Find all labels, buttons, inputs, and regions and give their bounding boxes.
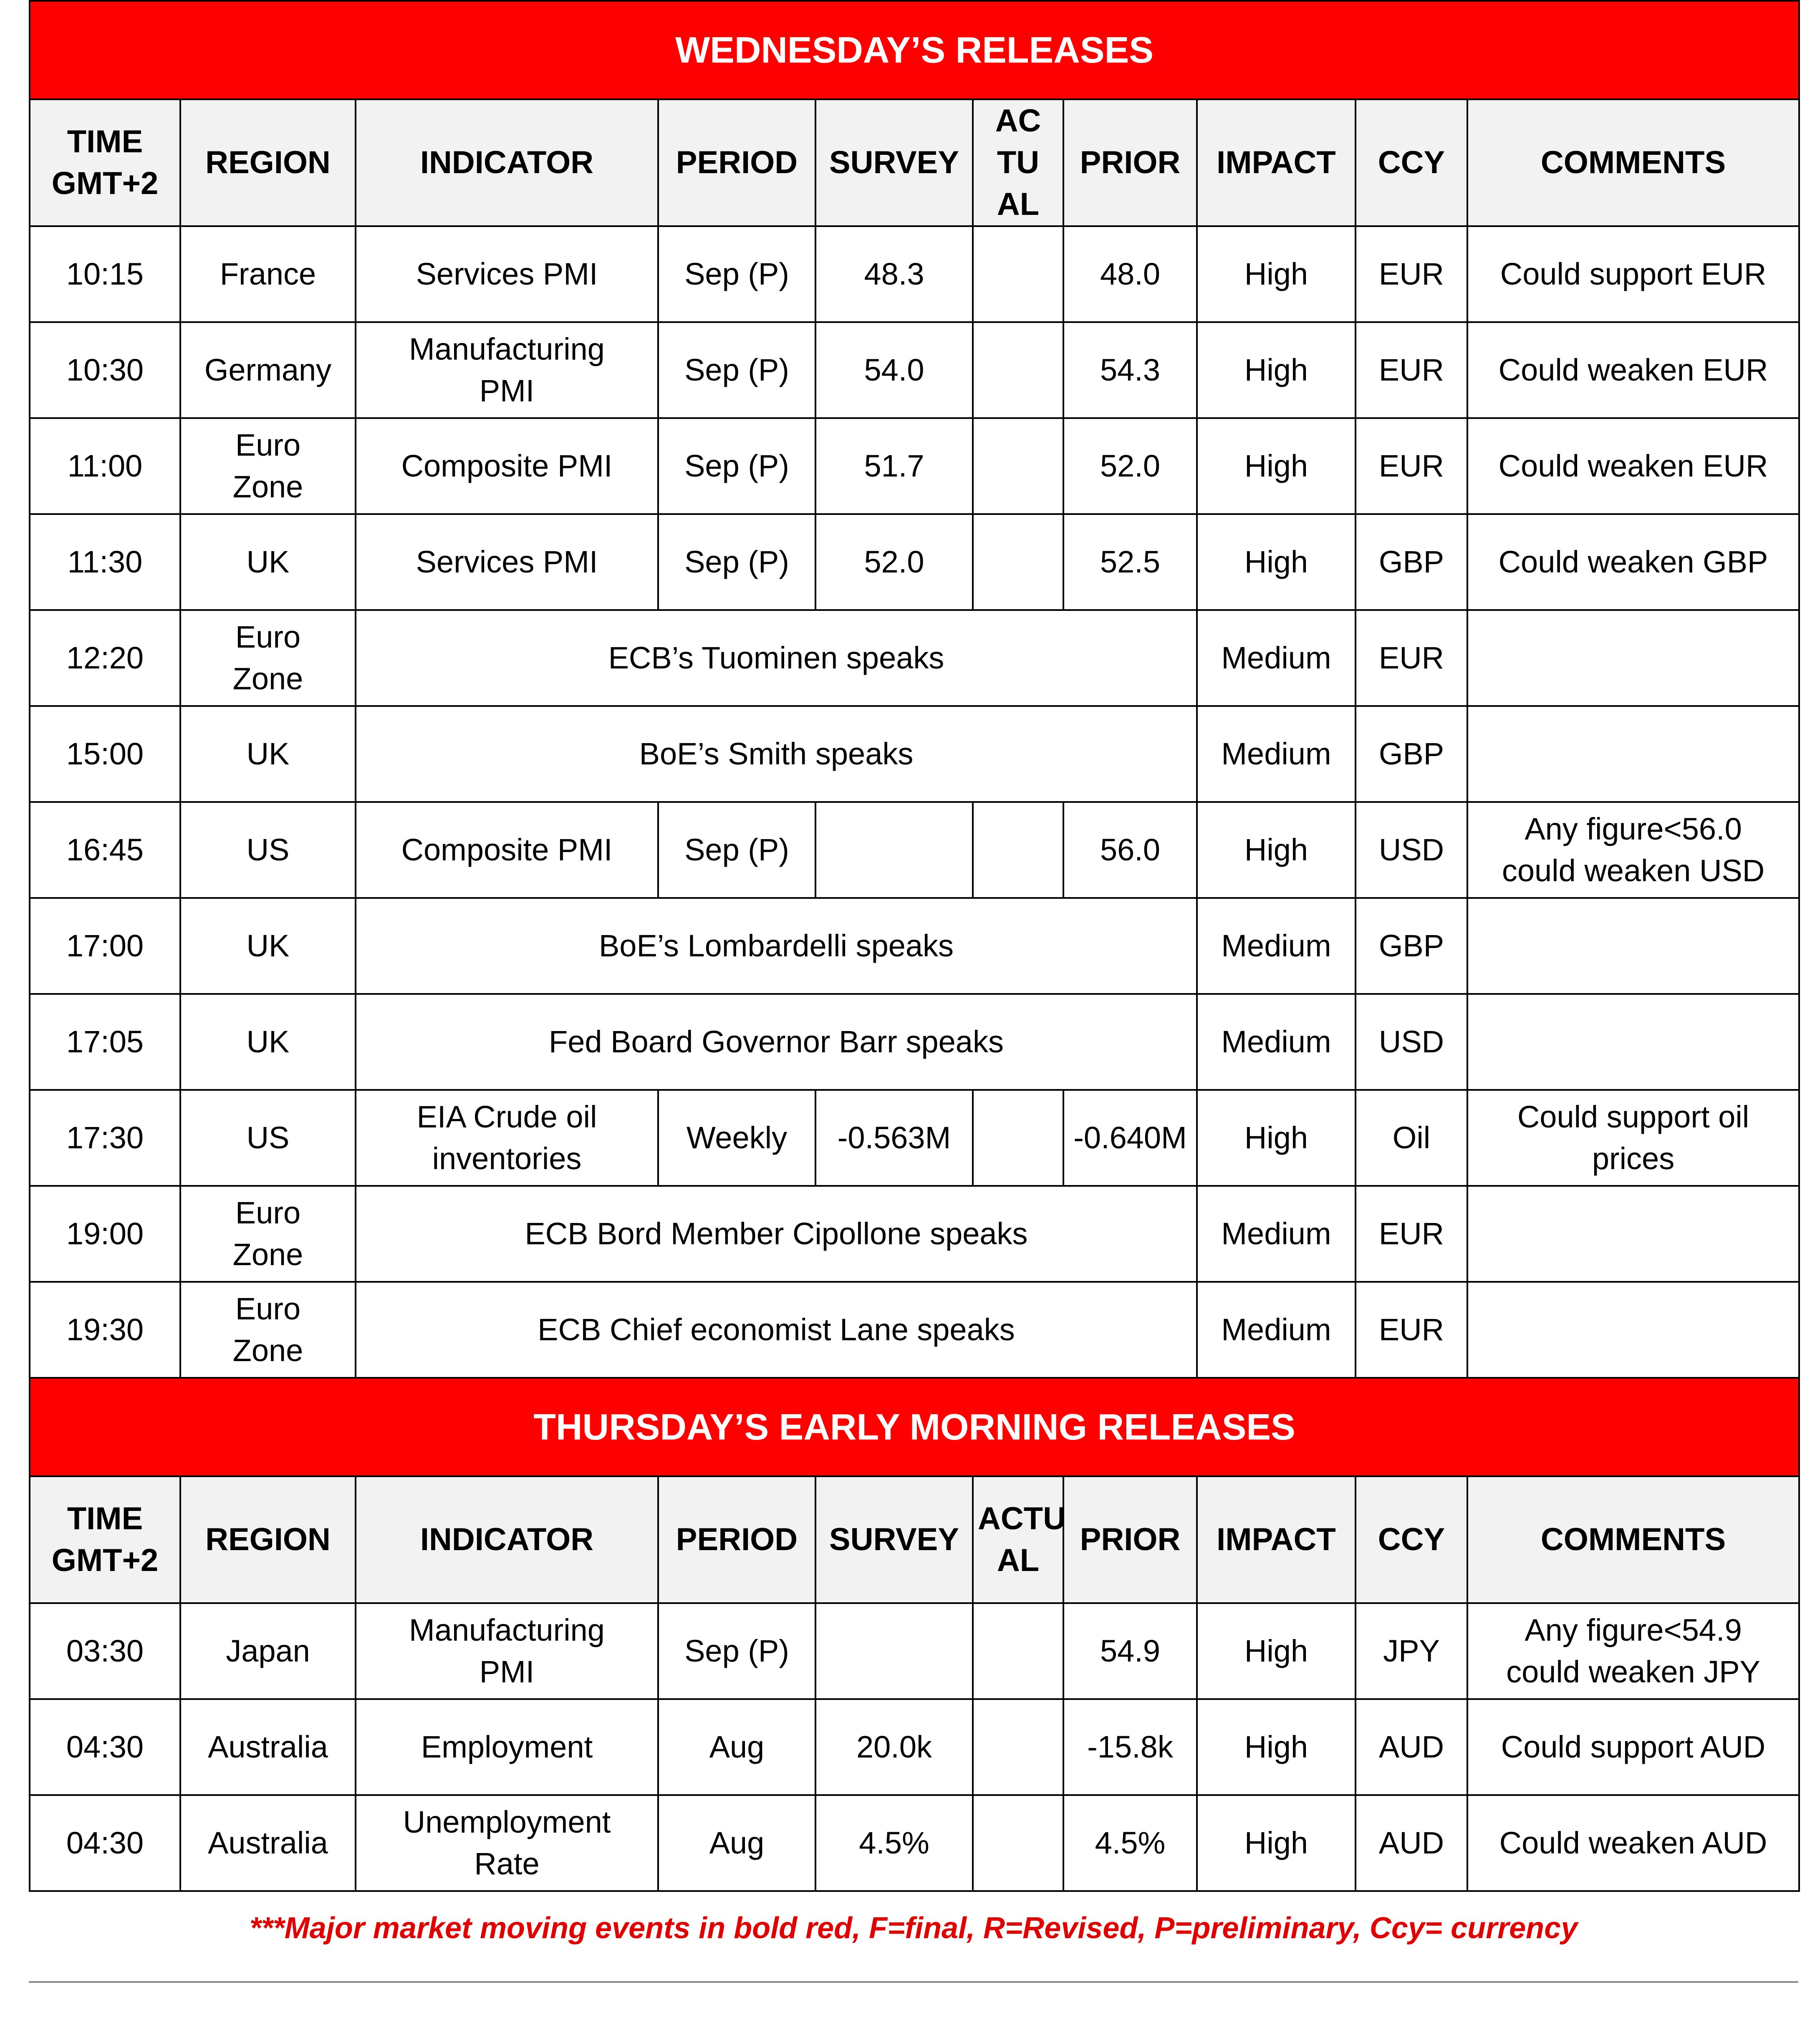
column-header: COMMENTS: [1467, 99, 1799, 226]
column-header: PRIOR: [1063, 99, 1197, 226]
event-cell: ECB’s Tuominen speaks: [356, 610, 1197, 706]
time-cell: 11:30: [30, 514, 180, 610]
region-cell: UK: [180, 994, 356, 1090]
impact-cell: Medium: [1197, 706, 1356, 802]
impact-cell: Medium: [1197, 1282, 1356, 1378]
prior-cell: 56.0: [1063, 802, 1197, 898]
survey-cell: -0.563M: [815, 1090, 973, 1186]
impact-cell: Medium: [1197, 1186, 1356, 1282]
region-cell: UK: [180, 898, 356, 994]
comments-cell: [1467, 610, 1799, 706]
comments-cell: Could weaken EUR: [1467, 418, 1799, 514]
comments-cell: [1467, 898, 1799, 994]
table-row: [30, 226, 1799, 322]
survey-cell: 4.5%: [815, 1795, 973, 1891]
ccy-cell: EUR: [1356, 418, 1467, 514]
column-header: TIME GMT+2: [30, 1476, 180, 1603]
ccy-cell: EUR: [1356, 322, 1467, 418]
time-cell: 04:30: [30, 1795, 180, 1891]
comments-cell: [1467, 1282, 1799, 1378]
comments-cell: Could support oil prices: [1467, 1090, 1799, 1186]
time-cell: 12:20: [30, 610, 180, 706]
comments-cell: [1467, 1186, 1799, 1282]
prior-cell: 48.0: [1063, 226, 1197, 322]
ccy-cell: JPY: [1356, 1603, 1467, 1699]
prior-cell: -15.8k: [1063, 1699, 1197, 1795]
impact-cell: High: [1197, 226, 1356, 322]
prior-cell: 52.5: [1063, 514, 1197, 610]
ccy-cell: Oil: [1356, 1090, 1467, 1186]
indicator-cell: Composite PMI: [356, 418, 658, 514]
column-header: SURVEY: [815, 1476, 973, 1603]
impact-cell: High: [1197, 514, 1356, 610]
indicator-cell: Employment: [356, 1699, 658, 1795]
prior-cell: 54.3: [1063, 322, 1197, 418]
column-header: IMPACT: [1197, 99, 1356, 226]
comments-cell: Could support EUR: [1467, 226, 1799, 322]
releases-table: [29, 0, 1800, 1892]
region-cell: UK: [180, 514, 356, 610]
region-cell: Australia: [180, 1795, 356, 1891]
actual-cell: [973, 802, 1063, 898]
region-cell: US: [180, 1090, 356, 1186]
column-header: REGION: [180, 99, 356, 226]
prior-cell: 52.0: [1063, 418, 1197, 514]
time-cell: 03:30: [30, 1603, 180, 1699]
time-cell: 17:05: [30, 994, 180, 1090]
time-cell: 04:30: [30, 1699, 180, 1795]
indicator-cell: Unemployment Rate: [356, 1795, 658, 1891]
table-row: [30, 610, 1799, 706]
period-cell: Aug: [658, 1795, 815, 1891]
survey-cell: [815, 802, 973, 898]
ccy-cell: USD: [1356, 802, 1467, 898]
region-cell: Germany: [180, 322, 356, 418]
table-row: [30, 994, 1799, 1090]
actual-cell: [973, 514, 1063, 610]
region-cell: US: [180, 802, 356, 898]
time-cell: 16:45: [30, 802, 180, 898]
column-header: COMMENTS: [1467, 1476, 1799, 1603]
section-title: THURSDAY’S EARLY MORNING RELEASES: [30, 1378, 1799, 1476]
ccy-cell: USD: [1356, 994, 1467, 1090]
comments-cell: Could weaken AUD: [1467, 1795, 1799, 1891]
bottom-rule: [29, 1981, 1798, 1983]
economic-calendar: [29, 0, 1798, 1945]
actual-cell: [973, 1090, 1063, 1186]
comments-cell: [1467, 994, 1799, 1090]
period-cell: Aug: [658, 1699, 815, 1795]
section-title: WEDNESDAY’S RELEASES: [30, 1, 1799, 99]
table-row: [30, 1603, 1799, 1699]
impact-cell: High: [1197, 418, 1356, 514]
ccy-cell: GBP: [1356, 898, 1467, 994]
prior-cell: 4.5%: [1063, 1795, 1197, 1891]
header-row: [30, 1476, 1799, 1603]
survey-cell: 51.7: [815, 418, 973, 514]
region-cell: Euro Zone: [180, 1282, 356, 1378]
region-cell: Euro Zone: [180, 418, 356, 514]
event-cell: ECB Chief economist Lane speaks: [356, 1282, 1197, 1378]
survey-cell: 52.0: [815, 514, 973, 610]
table-row: [30, 706, 1799, 802]
prior-cell: 54.9: [1063, 1603, 1197, 1699]
table-row: [30, 1699, 1799, 1795]
section-banner: [30, 1, 1799, 99]
actual-cell: [973, 1795, 1063, 1891]
survey-cell: 48.3: [815, 226, 973, 322]
indicator-cell: Manufacturing PMI: [356, 1603, 658, 1699]
event-cell: Fed Board Governor Barr speaks: [356, 994, 1197, 1090]
column-header: PERIOD: [658, 99, 815, 226]
survey-cell: [815, 1603, 973, 1699]
region-cell: Euro Zone: [180, 610, 356, 706]
impact-cell: High: [1197, 1090, 1356, 1186]
time-cell: 17:00: [30, 898, 180, 994]
survey-cell: 20.0k: [815, 1699, 973, 1795]
column-header: REGION: [180, 1476, 356, 1603]
indicator-cell: EIA Crude oil inventories: [356, 1090, 658, 1186]
period-cell: Sep (P): [658, 226, 815, 322]
ccy-cell: EUR: [1356, 610, 1467, 706]
event-cell: BoE’s Lombardelli speaks: [356, 898, 1197, 994]
indicator-cell: Manufacturing PMI: [356, 322, 658, 418]
column-header: CCY: [1356, 99, 1467, 226]
header-row: [30, 99, 1799, 226]
time-cell: 11:00: [30, 418, 180, 514]
impact-cell: Medium: [1197, 994, 1356, 1090]
table-row: [30, 1282, 1799, 1378]
time-cell: 17:30: [30, 1090, 180, 1186]
impact-cell: High: [1197, 802, 1356, 898]
time-cell: 10:30: [30, 322, 180, 418]
event-cell: BoE’s Smith speaks: [356, 706, 1197, 802]
section-banner: [30, 1378, 1799, 1476]
actual-cell: [973, 418, 1063, 514]
ccy-cell: AUD: [1356, 1795, 1467, 1891]
column-header: INDICATOR: [356, 99, 658, 226]
impact-cell: High: [1197, 1603, 1356, 1699]
region-cell: Australia: [180, 1699, 356, 1795]
indicator-cell: Services PMI: [356, 514, 658, 610]
column-header: PRIOR: [1063, 1476, 1197, 1603]
period-cell: Sep (P): [658, 322, 815, 418]
column-header: SURVEY: [815, 99, 973, 226]
comments-cell: Could weaken GBP: [1467, 514, 1799, 610]
period-cell: Sep (P): [658, 1603, 815, 1699]
table-row: [30, 1795, 1799, 1891]
comments-cell: Any figure<56.0 could weaken USD: [1467, 802, 1799, 898]
ccy-cell: EUR: [1356, 1186, 1467, 1282]
table-row: [30, 898, 1799, 994]
event-cell: ECB Bord Member Cipollone speaks: [356, 1186, 1197, 1282]
impact-cell: Medium: [1197, 610, 1356, 706]
column-header: INDICATOR: [356, 1476, 658, 1603]
ccy-cell: GBP: [1356, 706, 1467, 802]
column-header: IMPACT: [1197, 1476, 1356, 1603]
indicator-cell: Composite PMI: [356, 802, 658, 898]
period-cell: Sep (P): [658, 802, 815, 898]
actual-cell: [973, 226, 1063, 322]
table-row: [30, 1090, 1799, 1186]
column-header: CCY: [1356, 1476, 1467, 1603]
period-cell: Sep (P): [658, 514, 815, 610]
region-cell: France: [180, 226, 356, 322]
time-cell: 19:00: [30, 1186, 180, 1282]
period-cell: Sep (P): [658, 418, 815, 514]
actual-cell: [973, 1699, 1063, 1795]
time-cell: 19:30: [30, 1282, 180, 1378]
comments-cell: Could support AUD: [1467, 1699, 1799, 1795]
impact-cell: Medium: [1197, 898, 1356, 994]
impact-cell: High: [1197, 1699, 1356, 1795]
column-header: PERIOD: [658, 1476, 815, 1603]
column-header: AC TU AL: [973, 99, 1063, 226]
table-row: [30, 514, 1799, 610]
ccy-cell: EUR: [1356, 1282, 1467, 1378]
impact-cell: High: [1197, 322, 1356, 418]
footnote: ***Major market moving events in bold red, F=final, R=Revised, P=preliminary, Ccy= currency: [249, 1911, 1578, 1945]
ccy-cell: AUD: [1356, 1699, 1467, 1795]
comments-cell: Could weaken EUR: [1467, 322, 1799, 418]
region-cell: Japan: [180, 1603, 356, 1699]
ccy-cell: EUR: [1356, 226, 1467, 322]
indicator-cell: Services PMI: [356, 226, 658, 322]
time-cell: 15:00: [30, 706, 180, 802]
table-row: [30, 1186, 1799, 1282]
column-header: ACTU AL: [973, 1476, 1063, 1603]
table-row: [30, 802, 1799, 898]
region-cell: Euro Zone: [180, 1186, 356, 1282]
period-cell: Weekly: [658, 1090, 815, 1186]
table-row: [30, 418, 1799, 514]
time-cell: 10:15: [30, 226, 180, 322]
impact-cell: High: [1197, 1795, 1356, 1891]
prior-cell: -0.640M: [1063, 1090, 1197, 1186]
comments-cell: [1467, 706, 1799, 802]
column-header: TIME GMT+2: [30, 99, 180, 226]
table-row: [30, 322, 1799, 418]
region-cell: UK: [180, 706, 356, 802]
survey-cell: 54.0: [815, 322, 973, 418]
actual-cell: [973, 1603, 1063, 1699]
ccy-cell: GBP: [1356, 514, 1467, 610]
comments-cell: Any figure<54.9 could weaken JPY: [1467, 1603, 1799, 1699]
actual-cell: [973, 322, 1063, 418]
